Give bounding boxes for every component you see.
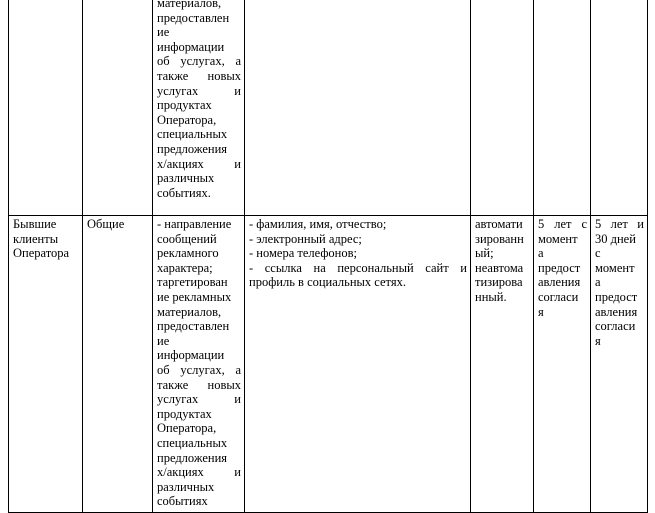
text-line: 5 лет с [538,217,587,231]
subjects-text [13,217,79,261]
cell-term [534,216,591,513]
storage-text [595,217,644,348]
text-line: согласи [538,289,579,304]
text-line: предост [538,260,581,275]
cell-data-list [245,216,471,513]
text-line: информации [157,39,225,54]
table-row [9,0,648,216]
text-line: характера; [157,260,213,275]
text-line: 30 дней [595,231,636,246]
text-line: клиенты [13,231,59,246]
cell-category [83,0,153,216]
text-line: с [595,246,601,261]
table-row [9,216,648,513]
text-line: Бывшие [13,217,57,231]
text-line: информации [157,348,225,363]
method-text [475,217,530,305]
text-line: предост [595,289,638,304]
text-line: нный. [475,289,507,304]
text-line: - ссылка на персональный сайт и [249,260,467,275]
text-line: авления [595,304,638,319]
text-line: различных [157,171,215,186]
text-line: зированн [475,231,524,246]
text-line: материалов, [157,304,222,319]
cell-storage [591,216,648,513]
text-line: ый; [475,246,494,261]
text-line: Оператора, [157,421,217,436]
cell-subjects [9,0,83,216]
text-line: также новых [157,377,241,392]
text-line: материалов, [157,0,222,10]
text-line: об услугах, а [157,362,241,377]
text-line: авления [538,275,581,290]
text-line: событиях. [157,185,211,200]
text-line: момент [538,231,578,246]
text-line: событиях [157,494,208,509]
category-text: Общие [87,217,125,231]
text-line: об услугах, а [157,54,241,69]
text-line: различных [157,479,215,494]
text-line: таргетирован [157,275,228,290]
text-line: я [538,304,544,319]
text-line: неавтома [475,260,524,275]
text-line: согласи [595,319,636,334]
cell-method [471,216,534,513]
cell-term [534,0,591,216]
text-line: предложения [157,450,228,465]
text-line: х/акциях и [157,465,241,480]
term-text [538,217,587,319]
text-line: а [595,275,601,290]
text-line: - фамилия, имя, отчество; [249,217,387,231]
text-line: продуктах [157,98,212,113]
text-line: - электронный адрес; [249,231,362,246]
text-line: также новых [157,68,241,83]
text-line: - номера телефонов; [249,246,357,261]
text-line: х/акциях и [157,156,241,171]
text-line: а [538,246,544,261]
text-line: - направление [157,217,232,231]
cell-method [471,0,534,216]
text-line: 5 лет и [595,217,644,231]
cell-data-list [245,0,471,216]
text-line: тизирова [475,275,523,290]
cell-category [83,216,153,513]
text-line: ие [157,333,170,348]
personal-data-table [8,0,648,513]
text-line: услугах и [157,392,241,407]
text-line: специальных [157,127,228,142]
text-line: сообщений [157,231,217,246]
purposes-text [157,0,241,200]
text-line: продуктах [157,406,212,421]
text-line: ие рекламных [157,289,232,304]
text-line: предоставлен [157,319,230,334]
text-line: рекламного [157,246,219,261]
text-line: профиль в социальных сетях. [249,275,406,290]
cell-subjects [9,216,83,513]
purposes-text [157,217,241,509]
text-line: предложения [157,141,228,156]
text-line: ие [157,25,170,40]
data-list-text [249,217,467,290]
cell-purposes [153,0,245,216]
text-line: момент [595,260,635,275]
cell-purposes [153,216,245,513]
text-line: автомати [475,217,523,231]
text-line: Оператора [13,246,70,261]
text-line: я [595,333,601,348]
text-line: специальных [157,435,228,450]
text-line: услугах и [157,83,241,98]
cell-storage [591,0,648,216]
text-line: предоставлен [157,10,230,25]
text-line: Оператора, [157,112,217,127]
